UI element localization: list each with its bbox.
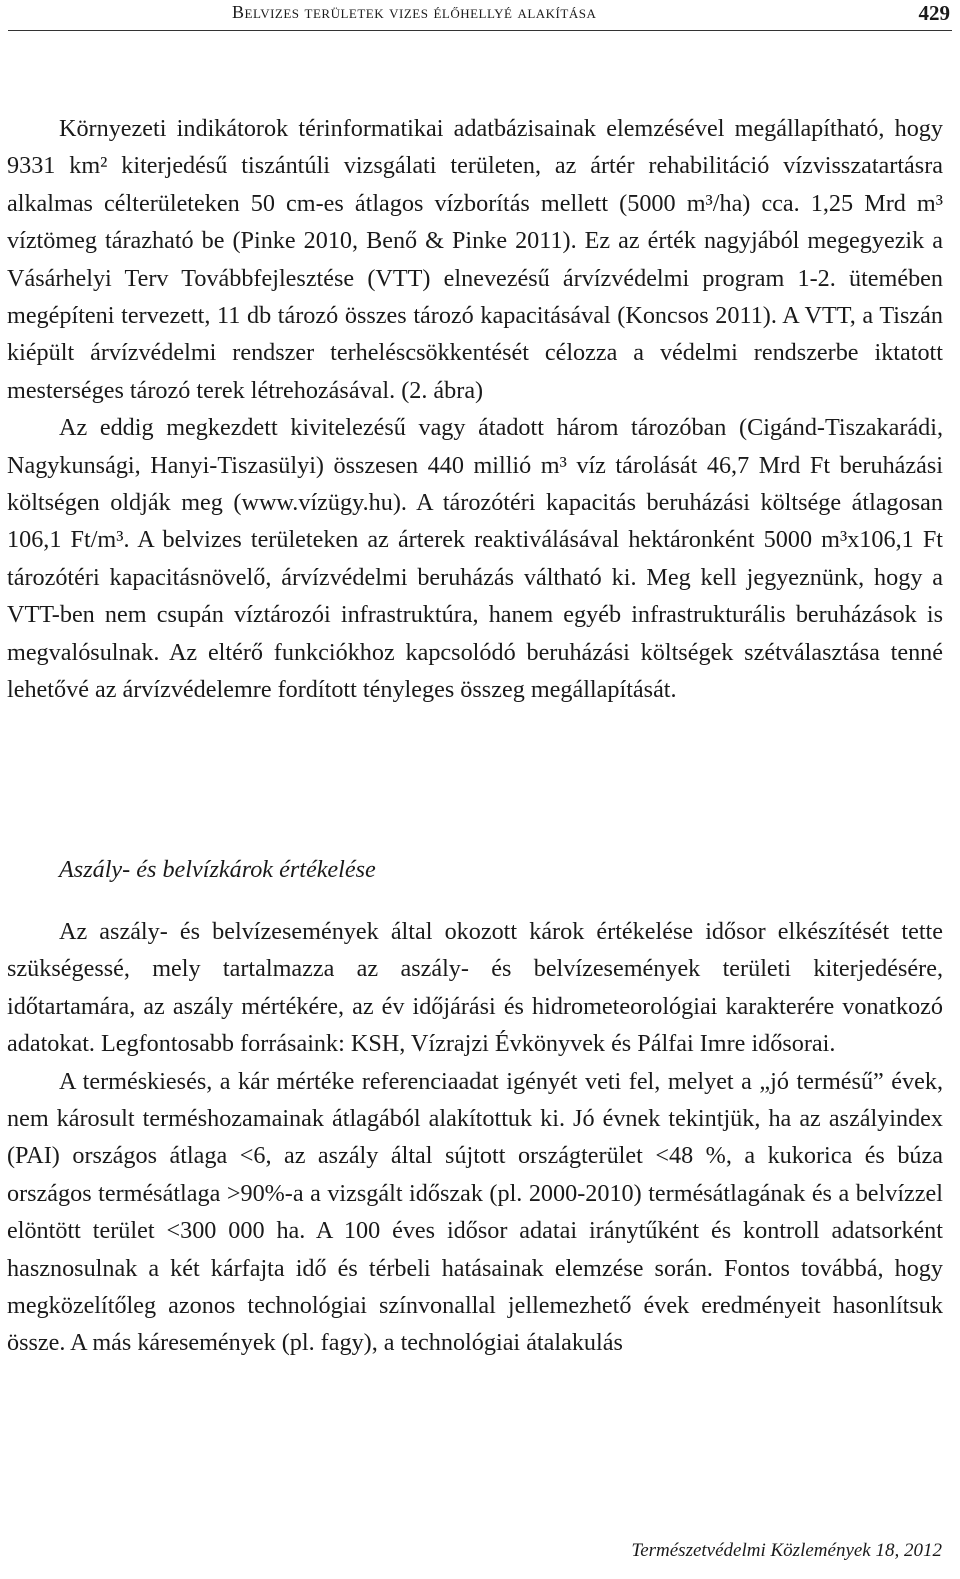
page-number: 429 — [918, 1, 950, 25]
body-section-1 — [7, 110, 943, 709]
paragraph-indicators: Környezeti indikátorok térinformatikai adatbázisainak elemzésével megállapítható, hogy 9331 km² kiterjedésű tiszántúli vizsgálati területen, az ártér rehabilitáció vízvisszatartásra alkalmas célterületeken 50 cm-es átlagos vízborítás mellett (5000 m³/ha) cca. 1,25 Mrd m³ víztömeg tárazható be (Pinke 2010, Benő & Pinke 2011). Ez az érték nagyjából megegyezik a Vásárhelyi Terv Továbbfejlesztése (VTT) elnevezésű árvízvédelmi program 1-2. ütemében megépíteni tervezett, 11 db tározó összes tározó kapacitásával (Koncsos 2011). A VTT, a Tiszán kiépült árvízvédelmi rendszer terheléscsökkentését célozza a védelmi rendszerbe iktatott mesterséges tározó terek létrehozásával. (2. ábra) — [7, 115, 943, 404]
running-title: Belvizes területek vizes élőhellyé alakítása — [232, 2, 597, 22]
running-header — [8, 0, 952, 31]
section-heading: Aszály- és belvízkárok értékelése — [59, 856, 376, 883]
paragraph-yield-loss: A terméskiesés, a kár mértéke referenciaadat igényét veti fel, melyet a „jó termésű” évek, nem károsult terméshozamainak átlagából alakítottuk ki. Jó évnek tekintjük, ha az aszályindex (PAI) országos átlaga <6, az aszály által sújtott országterület <48 %, a kukorica és búza országos termésátlaga >90%-a a vizsgált időszak (pl. 2000-2010) termésátlagának és a belvízzel elöntött terület <300 000 ha. A 100 éves idősor adatai iránytűként és kontroll adatsorként hasznosulnak a két kárfajta idő és térbeli hatásainak elemzése során. Fontos továbbá, hogy megközelítőleg azonos technológiai színvonallal jellemezhető évek eredményeit hasonlítsuk össze. A más káresemények (pl. fagy), a technológiai átalakulás — [7, 1067, 943, 1357]
paragraph-damage-evaluation: Az aszály- és belvízesemények által okozott károk értékelése idősor elkészítését tette szükségessé, mely tartalmazza az aszály- és belvízesemények területi kiterjedésére, időtartamára, az aszály mértékére, az év időjárási és hidrometeorológiai karakterére vonatkozó adatokat. Legfontosabb forrásaink: KSH, Vízrajzi Évkönyvek és Pálfai Imre idősorai. — [7, 918, 943, 1058]
body-section-2 — [7, 913, 943, 1362]
paragraph-reservoirs: Az eddig megkezdett kivitelezésű vagy átadott három tározóban (Cigánd-Tiszakarádi, Nagykunsági, Hanyi-Tiszasülyi) összesen 440 millió m³ víz tárolását 46,7 Mrd Ft beruházási költségen oldják meg (www.vízügy.hu). A tározótéri kapacitás beruházási költsége átlagosan 106,1 Ft/m³. A belvizes területeken az árterek reaktiválásával hektáronként 5000 m³x106,1 Ft tározótéri kapacitásnövelő, árvízvédelmi beruházás váltható ki. Meg kell jegyeznünk, hogy a VTT-ben nem csupán víztározói infrastruktúra, hanem egyéb infrastrukturális beruházások is megvalósulnak. Az eltérő funkciókhoz kapcsolódó beruházási költségek szétválasztása tenné lehetővé az árvízvédelemre fordított tényleges összeg megállapítását. — [7, 414, 943, 704]
journal-footer: Természetvédelmi Közlemények 18, 2012 — [631, 1540, 942, 1561]
